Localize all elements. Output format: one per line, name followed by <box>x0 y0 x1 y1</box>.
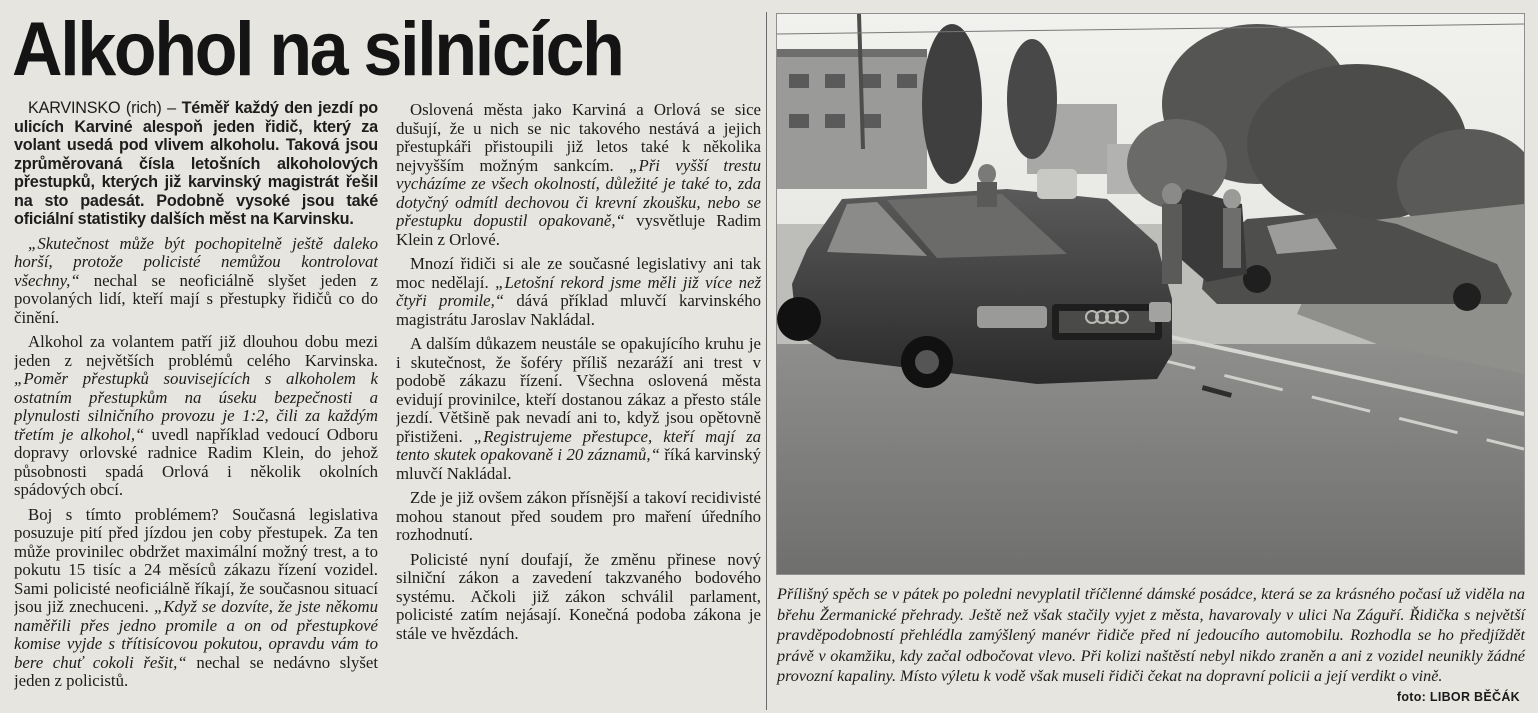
paragraph-text: dává příklad mluvčí karvinského magistrátu Jaroslav Nakládal. <box>396 291 761 329</box>
lead-text: Téměř každý den jezdí po ulicích Karviné alespoň jeden řidič, který za volant usedá pod vlivem alkoholu. Taková jsou zprůměrovaná čísla letošních alkoholových přestupků, kterých již karvinský magistrát řešil na sto padesát. Podobně vysoké jsou také oficiální statistiky dalších měst na Karvinsku. <box>14 99 378 228</box>
car-crash-photo <box>777 14 1524 574</box>
quote: „Poměr přestupků souvisejících s alkoholem k ostatním přestupkům na úseku bezpečnosti a plynulosti silničního provozu je 1:2, čili za každým třetím je alkohol,“ <box>14 369 378 444</box>
photo-credit: foto: LIBOR BĚČÁK <box>1396 690 1520 704</box>
quote: „Registrujeme přestupce, kteří mají za tento skutek opakovaně i 20 záznamů,“ <box>396 426 761 464</box>
article-lead <box>14 99 378 229</box>
paragraph-4 <box>396 101 761 249</box>
paragraph-text: A dalším důkazem neustále se opakujícího kruhu je i skutečnost, že šoféry příliš nezaráží ani trest v podobě zákazu řízení. Všechna oslovená města evidují provinilce, kteří dostanou zákaz a přesto stále jezdí. Většině pak nevadí ani to, když jsou opětovně přistiženi. <box>396 334 761 446</box>
paragraph-8: Policisté nyní doufají, že změnu přinese nový silniční zákon a zavedení takzvaného bodového systému. Ačkoli již zákon schválil parlament, policisté zatím nejásají. Konečná podoba zákona je stále ve hvězdách. <box>396 549 761 643</box>
paragraph-text: Alkohol za volantem patří již dlouhou dobu mezi jeden z největších problémů celého Karvinska. <box>14 332 378 370</box>
quote: „Letošní rekord jsme měli již více než čtyři promile,“ <box>396 272 761 310</box>
photo-caption: Přílišný spěch se v pátek po poledni nevyplatil tříčlenné dámské posádce, která se za krásného počasí už viděla na břehu Žermanické přehrady. Ještě než však stačily vyjet z města, havarovaly v ulici Na Záguří. Řidička s největší pravděpodobností přehlédla zamýšlený manévr řidiče před ní jedoucího automobilu. Rozhodla se ho předjíždět právě v okamžiku, kdy začal odbočovat vlevo. Při kolizi naštěstí nebyl nikdo zraněn a ani z vozidel neunikly žádné provozní kapaliny. Místo výletu k vodě však museli řidiči čekat na dopravní policii a její verdikt o vině. <box>777 585 1525 686</box>
paragraph-6 <box>396 335 761 483</box>
paragraph-text: Mnozí řidiči si ale ze současné legislativy ani tak moc nedělají. <box>396 254 761 292</box>
news-photo <box>776 13 1525 575</box>
quote: „Skutečnost může být pochopitelně ještě daleko horší, protože policisté nemůžou kontrolovat všechny,“ <box>14 233 378 290</box>
paragraph-text: Oslovená města jako Karviná a Orlová se sice dušují, že u nich se nic takového nestává a jejich přestupkáři přistoupili již letos také k několika nejvyšším možným sankcím. <box>396 101 761 175</box>
quote: „Při vyšší trestu vycházíme ze všech okolností, důležité je také to, zda dotyčný odmítl dechovou či krevní zkoušku, nebo se přestupku dopustil opakovaně,“ <box>396 155 761 230</box>
column-divider <box>766 12 767 710</box>
paragraph-5 <box>396 255 761 329</box>
quote: „Když se dozvíte, že jste někomu naměřili přes jedno promile a on od přestupkové komise vyjde s třítisícovou pokutou, opravdu vám to bere chuť cokoli řešit,“ <box>14 597 378 672</box>
paragraph-7: Zde je již ovšem zákon přísnější a takoví recidivisté mohou stanout před soudem pro maření úředního rozhodnutí. <box>396 488 761 544</box>
lead-place: KARVINSKO (rich) – <box>28 99 176 117</box>
paragraph-text: Boj s tímto problémem? Současná legislativa posuzuje pití před jízdou jen coby přestupek. Za ten může provinilec obdržet maximální možný trest, a to pokutu 15 tisíc a 24 měsíců zákazu řízení vozidel. Sami policisté neoficiálně říkají, že současnou situací jsou již znechuceni. <box>14 504 378 616</box>
headline: Alkohol na silnicích <box>12 7 623 92</box>
paragraph-3 <box>14 506 378 691</box>
paragraph-text: nechal se nedávno slyšet jeden z policistů. <box>14 652 378 690</box>
paragraph-text: vysvětluje Radim Klein z Orlové. <box>396 211 761 249</box>
paragraph-text: uvedl například vedoucí Odboru dopravy orlovské radnice Radim Klein, do jehož působnosti spadá Orlová i několik okolních spádových obcí. <box>14 424 378 499</box>
paragraph-1 <box>14 235 378 328</box>
paragraph-text: nechal se neoficiálně slyšet jeden z povolaných lidí, kteří mají s přestupky řidičů co do činění. <box>14 270 378 327</box>
article-column-1 <box>14 99 378 711</box>
paragraph-2 <box>14 333 378 500</box>
paragraph-text: říká karvinský mluvčí Nakládal. <box>396 445 761 483</box>
article-column-2 <box>396 101 761 713</box>
